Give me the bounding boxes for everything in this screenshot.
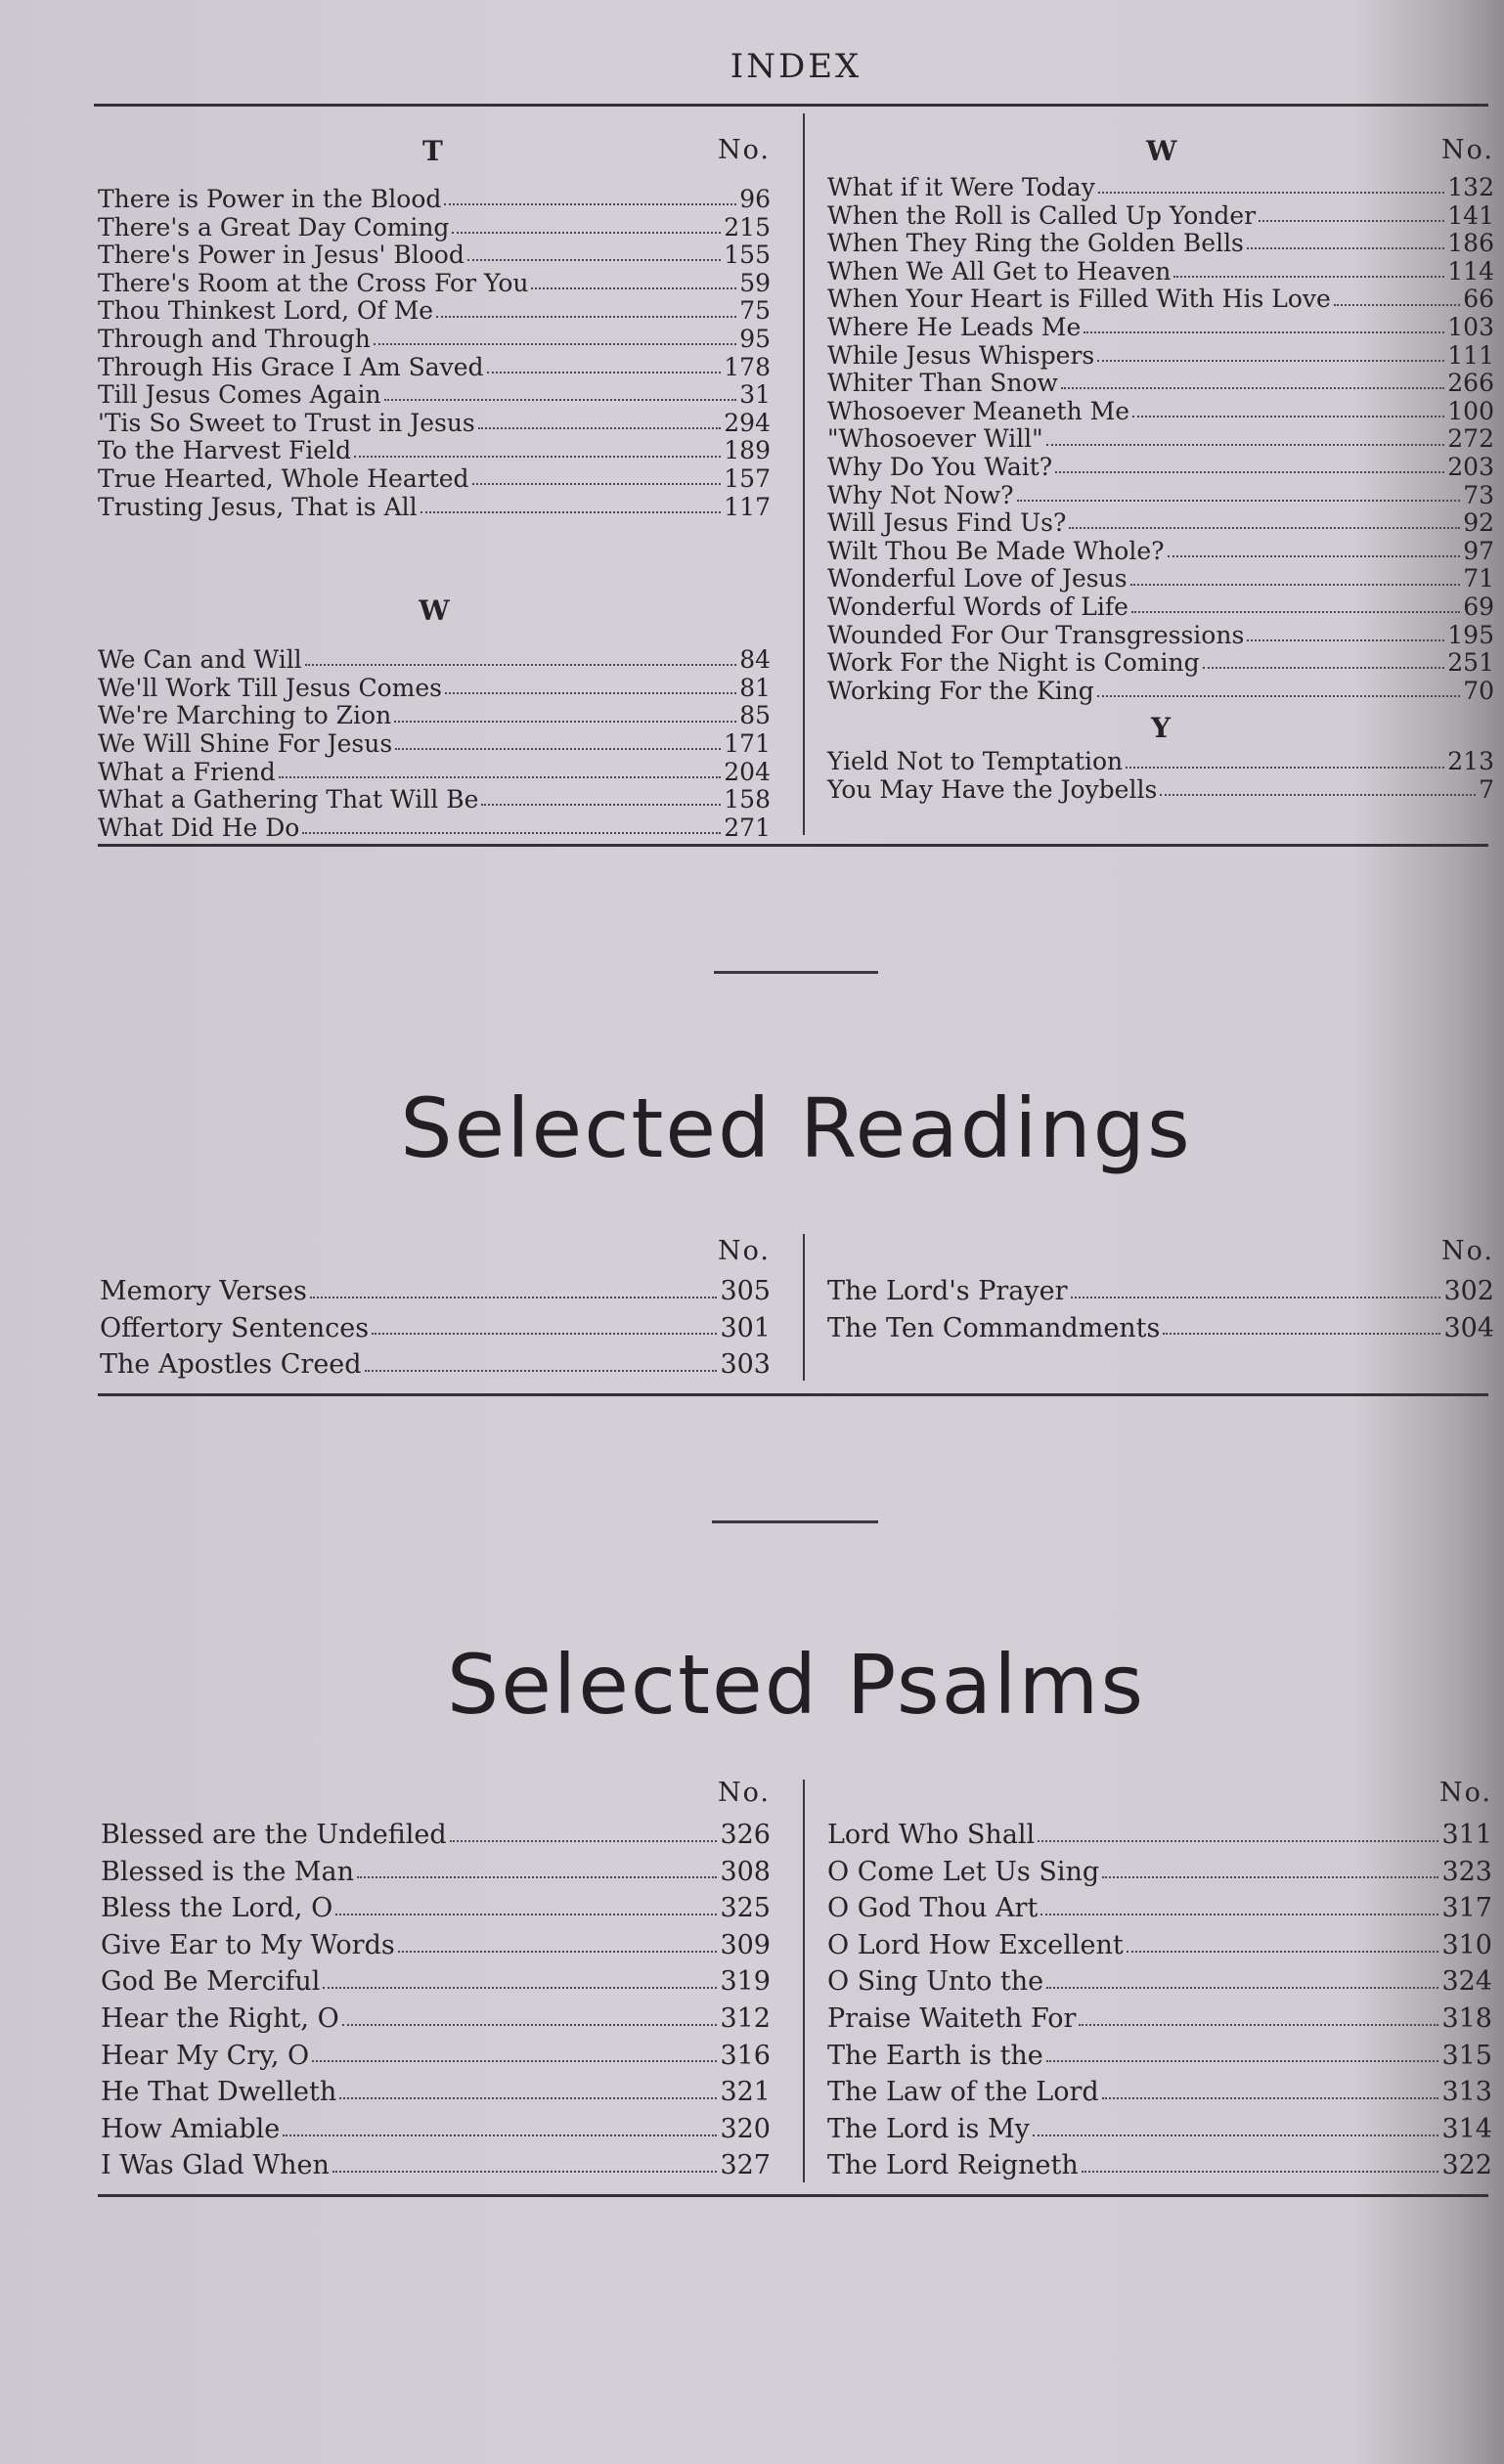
- index-entry: [827, 1890, 1492, 1927]
- index-entry: [827, 538, 1494, 566]
- index-entry: [100, 1346, 771, 1384]
- dot-leader: [1163, 1333, 1440, 1335]
- dot-leader: [384, 399, 737, 401]
- entry-title: Will Jesus Find Us?: [827, 508, 1067, 538]
- entry-number: 309: [720, 1929, 771, 1960]
- index-bottom-rule: [98, 844, 1488, 847]
- entry-title: God Be Merciful: [101, 1966, 321, 1998]
- entry-number: 318: [1441, 2002, 1492, 2034]
- psalms-list-right: [827, 1817, 1492, 2184]
- index-entry: [827, 370, 1494, 398]
- index-entry: [98, 730, 771, 759]
- entry-number: 75: [739, 296, 771, 326]
- entry-title: Whosoever Meaneth Me: [827, 396, 1130, 425]
- entry-number: 271: [724, 813, 771, 842]
- entry-title: The Earth is the: [827, 2040, 1043, 2071]
- dot-leader: [374, 343, 736, 345]
- dot-leader: [1160, 794, 1476, 796]
- entry-number: 316: [720, 2040, 771, 2071]
- dot-leader: [1061, 387, 1444, 389]
- index-entry: [101, 2074, 771, 2111]
- entry-title: There's a Great Day Coming: [98, 212, 450, 242]
- entry-number: 314: [1441, 2113, 1492, 2144]
- entry-title: Lord Who Shall: [827, 1820, 1036, 1850]
- index-entry: [827, 454, 1494, 482]
- index-entry: [827, 2111, 1492, 2148]
- index-entry: [101, 1817, 771, 1854]
- entry-number: 326: [720, 1820, 771, 1850]
- readings-list-right: [827, 1273, 1494, 1346]
- index-entry: [827, 649, 1494, 678]
- entry-number: 325: [720, 1893, 771, 1924]
- index-entry: [98, 646, 771, 675]
- index-entry: [98, 814, 771, 843]
- entry-title: When the Roll is Called Up Yonder: [827, 200, 1257, 230]
- index-list-y: [827, 748, 1494, 804]
- entry-title: The Apostles Creed: [100, 1349, 362, 1381]
- index-entry: [827, 1854, 1492, 1891]
- index-entry: [98, 326, 771, 354]
- index-entry: [98, 675, 771, 703]
- dot-leader: [1168, 555, 1461, 557]
- entry-title: He That Dwelleth: [101, 2077, 337, 2108]
- entry-number: 302: [1443, 1276, 1494, 1306]
- entry-title: O Come Let Us Sing: [827, 1856, 1100, 1887]
- entry-number: 178: [724, 352, 771, 381]
- entry-number: 317: [1441, 1893, 1492, 1924]
- entry-title: When We All Get to Heaven: [827, 256, 1172, 286]
- no-label: No.: [718, 135, 771, 165]
- entry-number: 204: [724, 757, 771, 786]
- entry-title: When They Ring the Golden Bells: [827, 229, 1244, 258]
- entry-title: The Lord Reigneth: [827, 2150, 1079, 2181]
- entry-title: What a Gathering That Will Be: [98, 785, 479, 814]
- entry-title: While Jesus Whispers: [827, 340, 1095, 370]
- dot-leader: [1334, 304, 1460, 306]
- entry-number: 81: [739, 673, 771, 702]
- dot-leader: [305, 664, 737, 666]
- entry-number: 315: [1441, 2040, 1492, 2071]
- dot-leader: [1084, 331, 1444, 333]
- dot-leader: [1131, 611, 1460, 613]
- entry-title: Till Jesus Comes Again: [98, 380, 381, 410]
- index-entry: [100, 1310, 771, 1347]
- entry-title: Whiter Than Snow: [827, 369, 1058, 398]
- dot-leader: [332, 2171, 718, 2173]
- entry-number: 251: [1447, 648, 1494, 678]
- entry-title: Wonderful Words of Life: [827, 592, 1128, 621]
- dot-leader: [1130, 584, 1461, 586]
- dot-leader: [481, 804, 721, 806]
- entry-title: Why Not Now?: [827, 480, 1014, 509]
- psalms-bottom-rule: [98, 2194, 1488, 2197]
- index-list-w-left: [98, 646, 771, 842]
- entry-number: 324: [1441, 1966, 1492, 1998]
- dot-leader: [357, 1876, 717, 1878]
- dot-leader: [1102, 2097, 1439, 2099]
- entry-title: Working For the King: [827, 676, 1094, 705]
- readings-list-left: [100, 1273, 771, 1384]
- index-left-column: [98, 135, 771, 842]
- entry-number: 95: [739, 324, 771, 353]
- dot-leader: [394, 721, 736, 723]
- entry-number: 97: [1463, 536, 1494, 565]
- index-entry: [98, 354, 771, 382]
- dot-leader: [372, 1333, 717, 1335]
- index-entry: [827, 342, 1494, 371]
- entry-title: 'Tis So Sweet to Trust in Jesus: [98, 408, 475, 437]
- entry-number: 141: [1447, 200, 1494, 230]
- entry-title: I Was Glad When: [101, 2150, 330, 2181]
- dot-leader: [323, 1987, 717, 1989]
- entry-number: 294: [724, 408, 771, 437]
- entry-number: 327: [720, 2150, 771, 2181]
- entry-title: Memory Verses: [100, 1276, 307, 1306]
- dot-leader: [1098, 192, 1444, 194]
- no-label: No.: [718, 1236, 771, 1266]
- entry-number: 111: [1447, 340, 1494, 370]
- readings-left-column: [100, 1236, 771, 1384]
- dot-leader: [279, 776, 722, 778]
- index-entry: [98, 494, 771, 522]
- entry-number: 31: [739, 380, 771, 410]
- dot-leader: [445, 692, 736, 694]
- index-entry: [101, 1890, 771, 1927]
- entry-title: "Whosoever Will": [827, 424, 1043, 454]
- index-entry: [101, 2111, 771, 2148]
- index-entry: [98, 270, 771, 298]
- entry-number: 195: [1447, 620, 1494, 649]
- index-entry: [101, 1927, 771, 1964]
- entry-number: 71: [1463, 564, 1494, 594]
- index-entry: [98, 759, 771, 787]
- entry-title: The Lord's Prayer: [827, 1276, 1068, 1306]
- entry-title: Praise Waiteth For: [827, 2002, 1077, 2034]
- dot-leader: [1173, 276, 1444, 278]
- dot-leader: [450, 1840, 718, 1842]
- entry-number: 189: [724, 436, 771, 465]
- entry-title: You May Have the Joybells: [827, 774, 1158, 804]
- entry-title: Hear My Cry, O: [101, 2040, 310, 2071]
- index-entry: [827, 678, 1494, 706]
- entry-title: We're Marching to Zion: [98, 701, 392, 730]
- index-right-column: [827, 135, 1494, 804]
- entry-title: The Law of the Lord: [827, 2077, 1099, 2108]
- psalms-list-left: [101, 1817, 771, 2184]
- entry-title: When Your Heart is Filled With His Love: [827, 285, 1331, 314]
- index-entry: [101, 2001, 771, 2038]
- dot-leader: [1126, 767, 1444, 769]
- entry-number: 321: [720, 2077, 771, 2108]
- entry-title: Blessed are the Undefiled: [101, 1820, 447, 1850]
- entry-number: 320: [720, 2113, 771, 2144]
- entry-number: 155: [724, 241, 771, 270]
- dot-leader: [1040, 1914, 1438, 1915]
- index-entry: [827, 2038, 1492, 2075]
- dot-leader: [312, 2060, 717, 2062]
- index-entry: [827, 398, 1494, 426]
- dot-leader: [1079, 2024, 1438, 2026]
- entry-title: We Can and Will: [98, 645, 302, 675]
- entry-title: To the Harvest Field: [98, 436, 352, 465]
- dot-leader: [398, 1951, 718, 1953]
- index-entry: [827, 286, 1494, 314]
- no-label: No.: [1441, 1236, 1494, 1266]
- entry-title: Trusting Jesus, That is All: [98, 492, 418, 521]
- dot-leader: [531, 287, 736, 289]
- entry-number: 7: [1479, 774, 1494, 804]
- dot-leader: [339, 2097, 717, 2099]
- index-entry: [101, 2147, 771, 2184]
- dot-leader: [452, 232, 721, 234]
- dot-leader: [1046, 444, 1445, 446]
- index-entry: [827, 1273, 1494, 1310]
- index-entry: [98, 410, 771, 438]
- dot-leader: [1203, 667, 1445, 669]
- entry-number: 313: [1441, 2077, 1492, 2108]
- psalms-ornament-rule: [712, 1520, 878, 1523]
- dot-leader: [335, 1914, 717, 1915]
- entry-title: Bless the Lord, O: [101, 1893, 333, 1924]
- psalms-left-column: [101, 1778, 771, 2184]
- dot-leader: [1033, 2134, 1439, 2136]
- index-entry: [827, 509, 1494, 538]
- entry-title: Hear the Right, O: [101, 2002, 339, 2034]
- dot-leader: [1017, 500, 1461, 502]
- index-divider: [803, 113, 805, 835]
- dot-leader: [1038, 1840, 1438, 1842]
- entry-number: 203: [1447, 452, 1494, 481]
- entry-number: 303: [720, 1349, 771, 1381]
- entry-number: 305: [720, 1276, 771, 1306]
- entry-number: 311: [1441, 1820, 1492, 1850]
- index-entry: [827, 748, 1494, 776]
- index-entry: [98, 242, 771, 270]
- dot-leader: [467, 259, 721, 261]
- entry-number: 69: [1463, 592, 1494, 621]
- index-entry: [827, 776, 1494, 805]
- index-entry: [101, 2038, 771, 2075]
- dot-leader: [1247, 247, 1444, 249]
- letter-y: Y: [1151, 712, 1171, 745]
- dot-leader: [1071, 1297, 1441, 1298]
- entry-number: 272: [1447, 424, 1494, 454]
- entry-number: 85: [739, 701, 771, 730]
- index-entry: [98, 186, 771, 214]
- entry-title: O God Thou Art: [827, 1893, 1039, 1924]
- entry-title: How Amiable: [101, 2113, 281, 2144]
- page-title: INDEX: [730, 47, 863, 86]
- entry-title: Wounded For Our Transgressions: [827, 620, 1245, 649]
- no-label: No.: [1439, 1778, 1492, 1808]
- letter-w: W: [419, 594, 450, 628]
- entry-title: There is Power in the Blood: [98, 185, 442, 213]
- entry-title: What if it Were Today: [827, 173, 1095, 201]
- index-entry: [101, 1854, 771, 1891]
- entry-title: Yield Not to Temptation: [827, 747, 1124, 776]
- letter-w-right: W: [1146, 135, 1177, 167]
- entry-title: What Did He Do: [98, 813, 300, 842]
- entry-title: Give Ear to My Words: [101, 1929, 395, 1960]
- entry-number: 171: [724, 728, 771, 758]
- entry-number: 132: [1447, 173, 1494, 201]
- index-entry: [827, 202, 1494, 231]
- readings-divider: [803, 1234, 805, 1381]
- dot-leader: [302, 832, 721, 834]
- entry-title: The Ten Commandments: [827, 1312, 1161, 1343]
- index-entry: [100, 1273, 771, 1310]
- index-entry: [98, 297, 771, 326]
- entry-title: O Sing Unto the: [827, 1966, 1044, 1998]
- index-entry: [98, 214, 771, 242]
- dot-leader: [1247, 639, 1444, 641]
- entry-number: 266: [1447, 369, 1494, 398]
- entry-number: 312: [720, 2002, 771, 2034]
- index-entry: [827, 2001, 1492, 2038]
- index-entry: [827, 1817, 1492, 1854]
- index-entry: [827, 425, 1494, 454]
- dot-leader: [1127, 1951, 1439, 1953]
- entry-title: There's Power in Jesus' Blood: [98, 241, 464, 270]
- entry-title: We Will Shine For Jesus: [98, 728, 393, 758]
- entry-number: 114: [1447, 256, 1494, 286]
- dot-leader: [436, 316, 736, 318]
- dot-leader: [472, 483, 722, 485]
- entry-title: True Hearted, Whole Hearted: [98, 463, 469, 493]
- entry-number: 96: [739, 185, 771, 213]
- dot-leader: [1046, 1987, 1438, 1989]
- entry-number: 103: [1447, 312, 1494, 341]
- entry-title: Wilt Thou Be Made Whole?: [827, 536, 1165, 565]
- entry-number: 301: [720, 1312, 771, 1343]
- no-label: No.: [1441, 135, 1494, 165]
- top-rule: [94, 104, 1488, 107]
- entry-number: 73: [1463, 480, 1494, 509]
- index-entry: [827, 314, 1494, 342]
- psalms-heading: Selected Psalms: [446, 1637, 1146, 1733]
- entry-title: Where He Leads Me: [827, 312, 1082, 341]
- dot-leader: [310, 1297, 718, 1298]
- entry-title: What a Friend: [98, 757, 276, 786]
- readings-right-column: [827, 1236, 1494, 1346]
- psalms-right-column: [827, 1778, 1492, 2184]
- entry-number: 117: [724, 492, 771, 521]
- entry-number: 310: [1441, 1929, 1492, 1960]
- index-entry: [827, 174, 1494, 202]
- index-entry: [101, 1963, 771, 2001]
- entry-number: 319: [720, 1966, 771, 1998]
- entry-number: 100: [1447, 396, 1494, 425]
- index-list-w-right: [827, 174, 1494, 705]
- index-entry: [827, 230, 1494, 258]
- dot-leader: [1102, 1876, 1438, 1878]
- index-entry: [98, 465, 771, 494]
- index-entry: [98, 786, 771, 814]
- index-entry: [827, 482, 1494, 510]
- index-entry: [98, 437, 771, 465]
- psalms-divider: [803, 1780, 805, 2182]
- dot-leader: [365, 1370, 718, 1372]
- index-entry: [827, 2147, 1492, 2184]
- entry-title: Blessed is the Man: [101, 1856, 355, 1887]
- dot-leader: [342, 2024, 718, 2026]
- entry-title: Wonderful Love of Jesus: [827, 564, 1128, 594]
- entry-number: 84: [739, 645, 771, 675]
- entry-number: 186: [1447, 229, 1494, 258]
- index-right-header: [827, 135, 1494, 174]
- entry-title: Through His Grace I Am Saved: [98, 352, 484, 381]
- index-left-header: [98, 135, 771, 174]
- entry-title: We'll Work Till Jesus Comes: [98, 673, 443, 702]
- entry-number: 308: [720, 1856, 771, 1887]
- dot-leader: [420, 511, 722, 513]
- index-entry: [827, 2074, 1492, 2111]
- entry-number: 158: [724, 785, 771, 814]
- dot-leader: [283, 2134, 717, 2136]
- entry-title: Why Do You Wait?: [827, 452, 1053, 481]
- dot-leader: [1097, 695, 1460, 697]
- entry-number: 66: [1463, 285, 1494, 314]
- index-list-t: [98, 186, 771, 521]
- entry-number: 213: [1447, 747, 1494, 776]
- index-entry: [827, 622, 1494, 650]
- dot-leader: [1259, 220, 1444, 222]
- entry-title: O Lord How Excellent: [827, 1929, 1124, 1960]
- dot-leader: [444, 203, 736, 205]
- dot-leader: [478, 427, 722, 429]
- entry-title: Through and Through: [98, 324, 371, 353]
- entry-title: Thou Thinkest Lord, Of Me: [98, 296, 434, 326]
- entry-number: 215: [724, 212, 771, 242]
- entry-number: 157: [724, 463, 771, 493]
- dot-leader: [1097, 360, 1444, 362]
- index-entry: [827, 258, 1494, 286]
- readings-bottom-rule: [98, 1393, 1488, 1396]
- dot-leader: [395, 748, 721, 750]
- dot-leader: [1132, 416, 1444, 418]
- index-entry: [827, 1310, 1494, 1347]
- index-entry: [98, 702, 771, 730]
- index-entry: [827, 1963, 1492, 2001]
- entry-title: The Lord is My: [827, 2113, 1030, 2144]
- index-entry: [827, 594, 1494, 622]
- entry-number: 322: [1441, 2150, 1492, 2181]
- entry-title: Offertory Sentences: [100, 1312, 370, 1343]
- letter-t: T: [422, 135, 443, 167]
- dot-leader: [1046, 2060, 1439, 2062]
- index-entry: [98, 381, 771, 410]
- entry-number: 59: [739, 268, 771, 297]
- entry-number: 70: [1463, 676, 1494, 705]
- index-entry: [827, 1927, 1492, 1964]
- entry-number: 323: [1441, 1856, 1492, 1887]
- entry-title: There's Room at the Cross For You: [98, 268, 529, 297]
- no-label: No.: [718, 1778, 771, 1808]
- dot-leader: [1069, 527, 1460, 529]
- entry-title: Work For the Night is Coming: [827, 648, 1200, 678]
- dot-leader: [1055, 471, 1444, 473]
- dot-leader: [354, 456, 721, 458]
- readings-ornament-rule: [714, 971, 878, 974]
- dot-leader: [1082, 2171, 1439, 2173]
- entry-number: 92: [1463, 508, 1494, 538]
- index-entry: [827, 565, 1494, 594]
- readings-heading: Selected Readings: [400, 1080, 1192, 1176]
- entry-number: 304: [1443, 1312, 1494, 1343]
- dot-leader: [487, 372, 722, 374]
